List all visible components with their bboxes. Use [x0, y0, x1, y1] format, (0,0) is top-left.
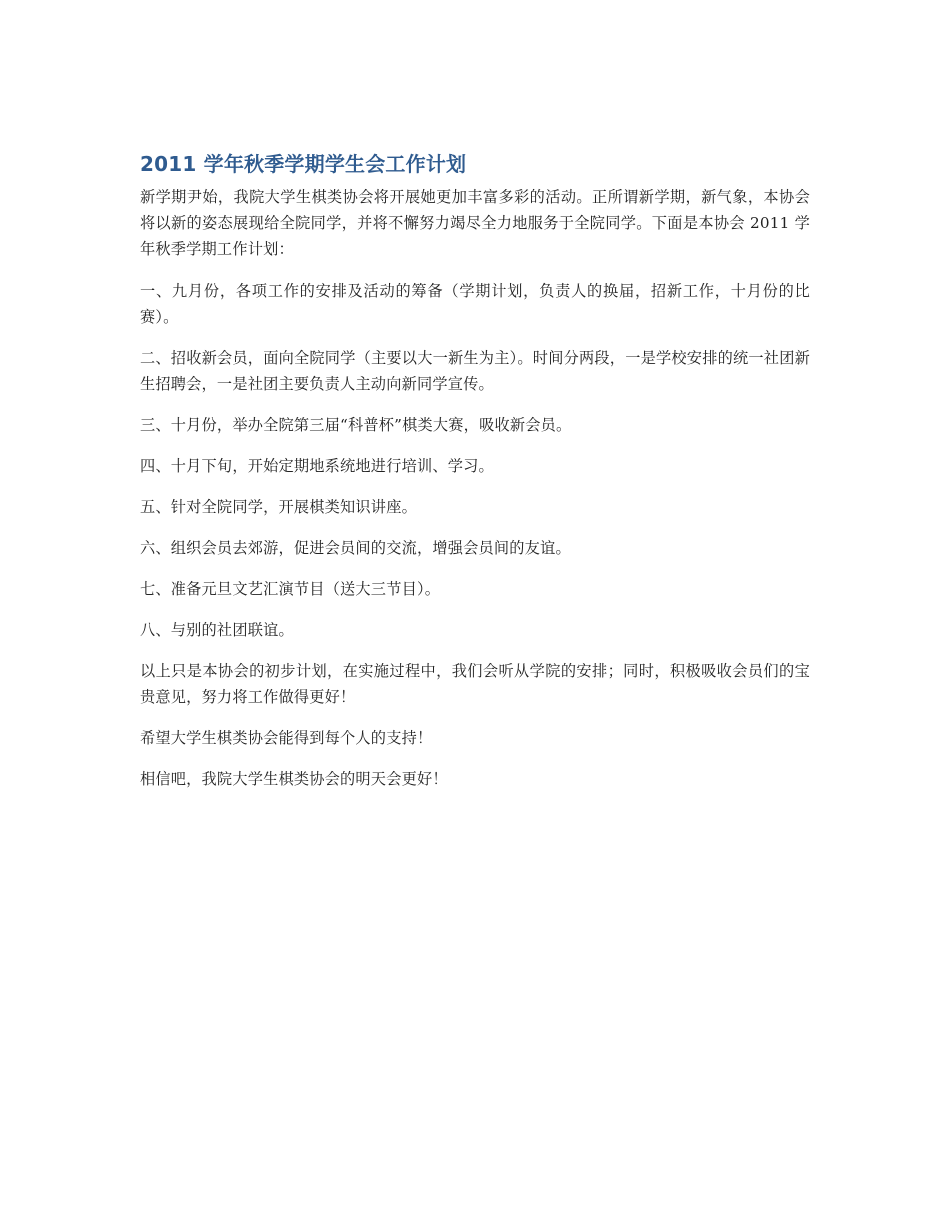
plan-item-2: 二、招收新会员，面向全院同学（主要以大一新生为主）。时间分两段，一是学校安排的统一社团新生招聘会，一是社团主要负责人主动向新同学宣传。: [140, 349, 810, 393]
plan-item-5: 五、针对全院同学，开展棋类知识讲座。: [140, 498, 417, 516]
intro-paragraph: 新学期尹始，我院大学生棋类协会将开展她更加丰富多彩的活动。正所谓新学期，新气象，本协会将以新的姿态展现给全院同学，并将不懈努力竭尽全力地服务于全院同学。下面是本协会 2011 学年秋季学期工作计划：: [140, 188, 810, 258]
plan-item-3: 三、十月份，举办全院第三届“科普杯”棋类大赛，吸收新会员。: [140, 416, 572, 434]
plan-item-7: 七、准备元旦文艺汇演节目（送大三节目）。: [140, 580, 441, 598]
final-line: 相信吧，我院大学生棋类协会的明天会更好！: [140, 770, 448, 788]
closing-paragraph: 以上只是本协会的初步计划，在实施过程中，我们会听从学院的安排；同时，积极吸收会员们的宝贵意见，努力将工作做得更好！: [140, 662, 810, 706]
hope-line: 希望大学生棋类协会能得到每个人的支持！: [140, 729, 433, 747]
plan-item-1: 一、九月份，各项工作的安排及活动的筹备（学期计划，负责人的换届，招新工作，十月份的比赛）。: [140, 282, 810, 326]
plan-item-4: 四、十月下旬，开始定期地系统地进行培训、学习。: [140, 457, 494, 475]
plan-item-8: 八、与别的社团联谊。: [140, 621, 294, 639]
plan-item-6: 六、组织会员去郊游，促进会员间的交流，增强会员间的友谊。: [140, 539, 571, 557]
document-page: [140, 150, 810, 807]
document-title: 2011 学年秋季学期学生会工作计划: [140, 152, 467, 176]
